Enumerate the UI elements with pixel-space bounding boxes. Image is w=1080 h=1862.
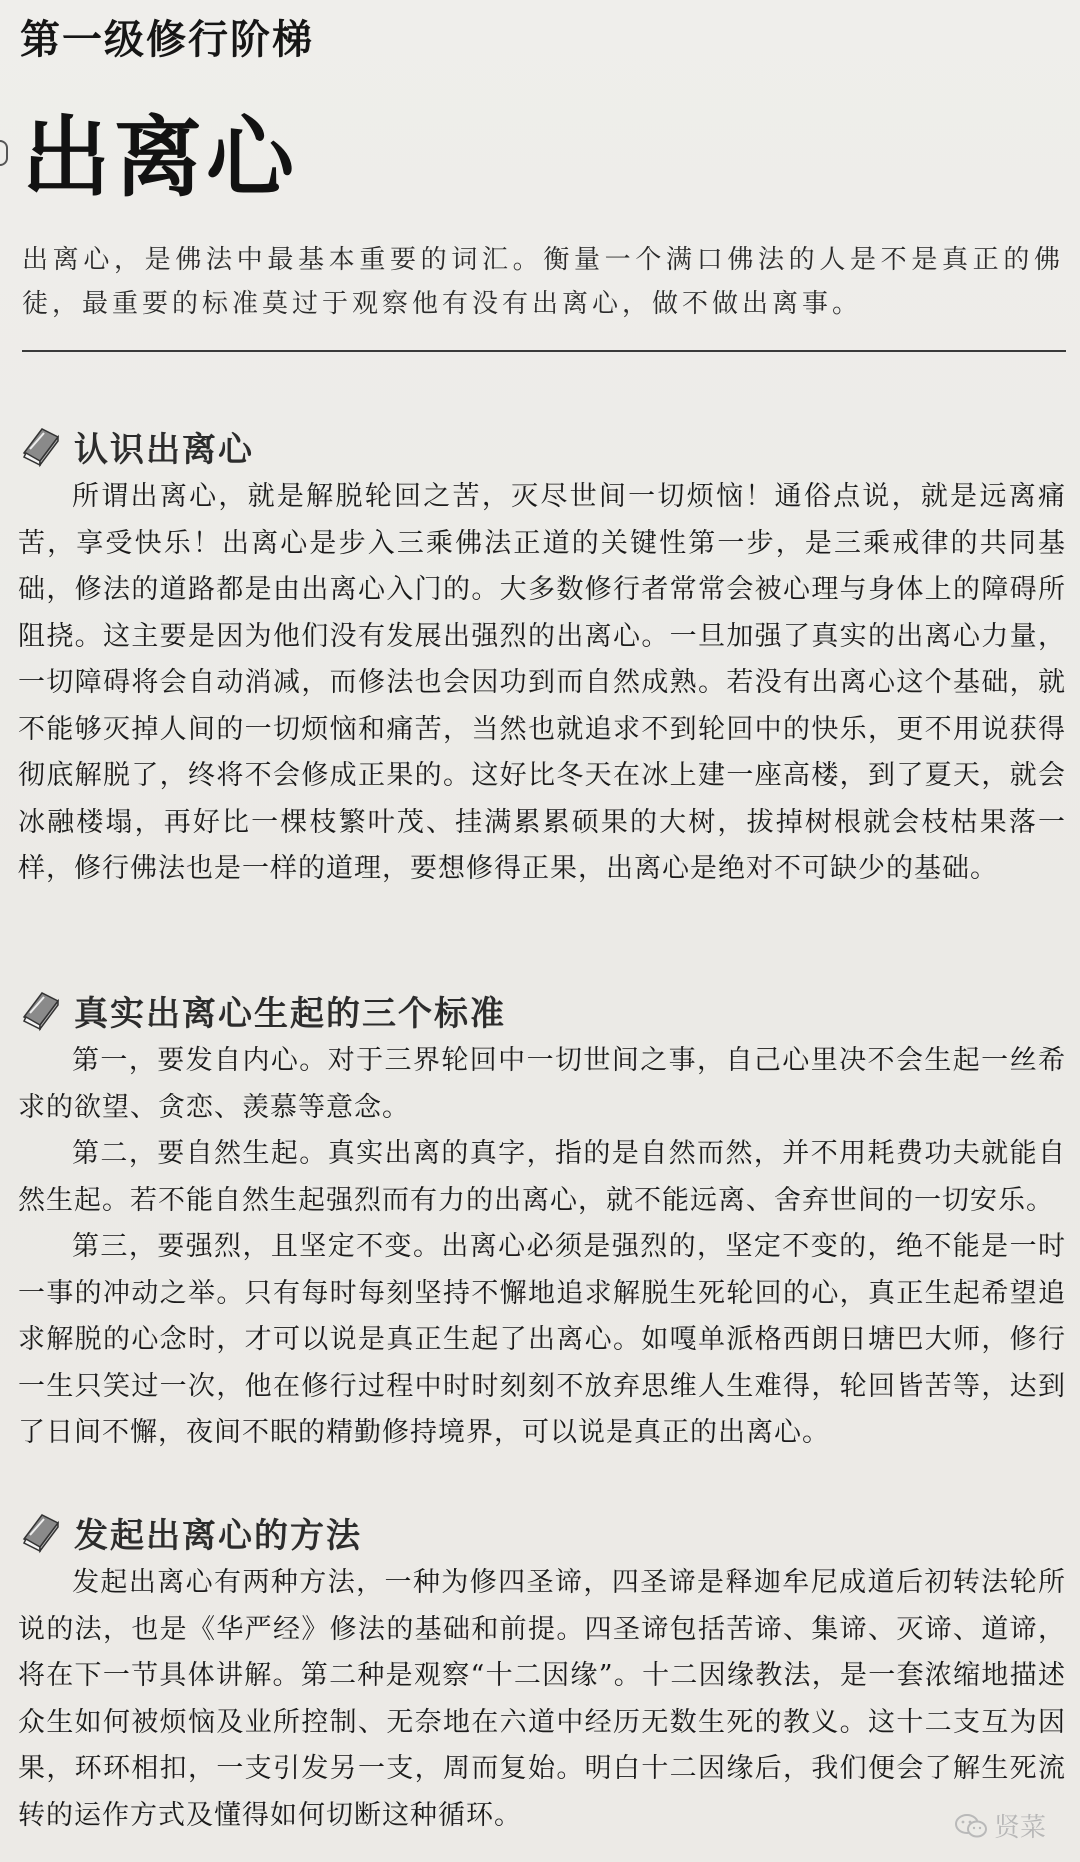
section-three-standards [18, 982, 1066, 1457]
book-icon [18, 1509, 64, 1555]
section-paragraph: 所谓出离心，就是解脱轮回之苦，灭尽世间一切烦恼！通俗点说，就是远离痛苦，享受快乐！出离心是步入三乘佛法正道的关键性第一步，是三乘戒律的共同基础，修法的道路都是由出离心入门的。大多数修行者常常会被心理与身体上的障碍所阻挠。这主要是因为他们没有发展出强烈的出离心。一旦加强了真实的出离心力量，一切障碍将会自动消减，而修法也会因功到而自然成熟。若没有出离心这个基础，就不能够灭掉人间的一切烦恼和痛苦，当然也就追求不到轮回中的快乐，更不用说获得彻底解脱了，终将不会修成正果的。这好比冬天在冰上建一座高楼，到了夏天，就会冰融楼塌，再好比一棵枝繁叶茂、挂满累累硕果的大树，拔掉树根就会枝枯果落一样，修行佛法也是一样的道理，要想修得正果，出离心是绝对不可缺少的基础。 [18, 481, 1066, 884]
book-icon [18, 987, 64, 1033]
section-title: 真实出离心生起的三个标准 [74, 993, 506, 1034]
book-icon [18, 423, 64, 469]
watermark [954, 1807, 1046, 1844]
section-paragraph: 第二，要自然生起。真实出离的真字，指的是自然而然，并不用耗费功夫就能自然生起。若不能自然生起强烈而有力的出离心，就不能远离、舍弃世间的一切安乐。 [18, 1138, 1066, 1216]
section-methods [18, 1504, 1066, 1839]
section-paragraph: 第一，要发自内心。对于三界轮回中一切世间之事，自己心里决不会生起一丝希求的欲望、贪恋、羡慕等意念。 [18, 1045, 1066, 1123]
section-paragraph: 发起出离心有两种方法，一种为修四圣谛，四圣谛是释迦牟尼成道后初转法轮所说的法，也是《华严经》修法的基础和前提。四圣谛包括苦谛、集谛、灭谛、道谛，将在下一节具体讲解。第二种是观察“十二因缘”。十二因缘教法，是一套浓缩地描述众生如何被烦恼及业所控制、无奈地在六道中经历无数生死的教义。这十二支互为因果，环环相扣，一支引发另一支，周而复始。明白十二因缘后，我们便会了解生死流转的运作方式及懂得如何切断这种循环。 [18, 1567, 1066, 1831]
section-paragraph: 第三，要强烈，且坚定不变。出离心必须是强烈的，坚定不变的，绝不能是一时一事的冲动之举。只有每时每刻坚持不懈地追求解脱生死轮回的心，真正生起希望追求解脱的心念时，才可以说是真正生起了出离心。如嘎单派格西朗日塘巴大师，修行一生只笑过一次，他在修行过程中时时刻刻不放弃思维人生难得，轮回皆苦等，达到了日间不懈，夜间不眠的精勤修持境界，可以说是真正的出离心。 [18, 1231, 1066, 1448]
section-recognize [18, 418, 1066, 893]
margin-mark [0, 140, 8, 166]
section-title: 发起出离心的方法 [74, 1515, 362, 1556]
intro-paragraph: 出离心，是佛法中最基本重要的词汇。衡量一个满口佛法的人是不是真正的佛徒，最重要的标准莫过于观察他有没有出离心，做不做出离事。 [22, 245, 1064, 319]
wechat-icon [954, 1812, 988, 1840]
page-title: 出离心 [22, 106, 299, 209]
section-title: 认识出离心 [74, 429, 254, 470]
section-heading [18, 1504, 1066, 1560]
section-heading [18, 982, 1066, 1038]
watermark-text: 贤菜 [993, 1813, 1046, 1843]
chapter-label: 第一级修行阶梯 [20, 17, 314, 63]
section-heading [18, 418, 1066, 474]
divider [22, 350, 1066, 352]
